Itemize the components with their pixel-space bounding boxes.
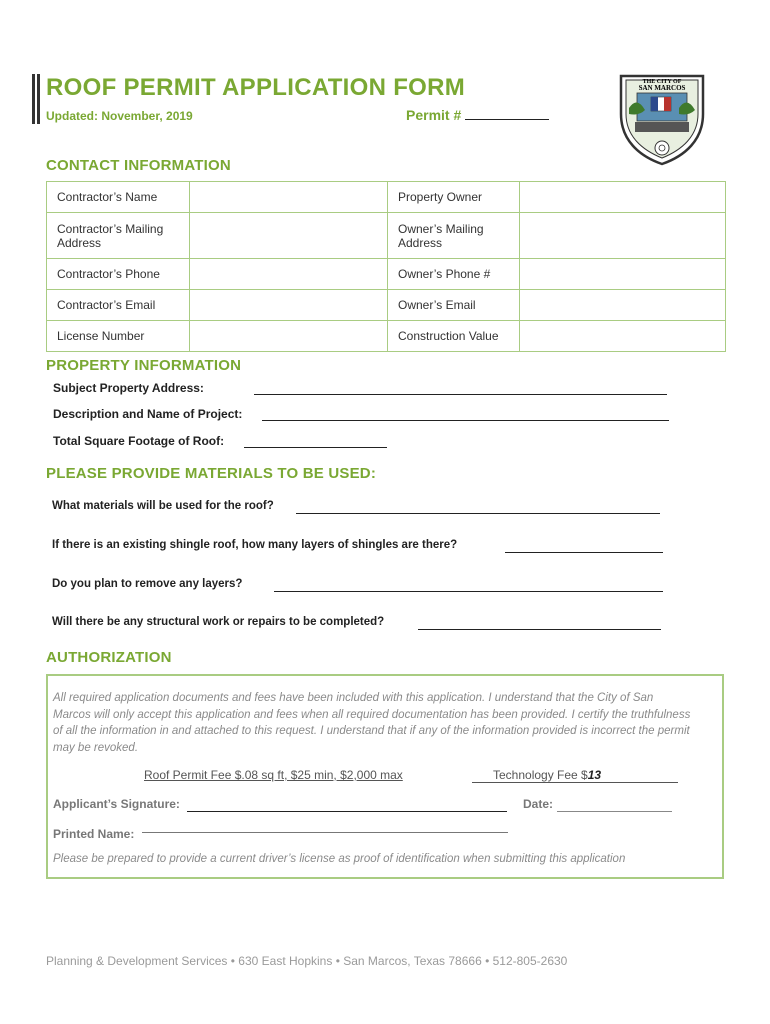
- contractor-mailing-address-label: Contractor’s Mailing Address: [47, 213, 190, 259]
- contractor-name-field[interactable]: [190, 182, 388, 213]
- roof-square-footage-field[interactable]: [244, 433, 387, 448]
- license-number-label: License Number: [47, 321, 190, 352]
- property-address-label: Subject Property Address:: [53, 381, 204, 395]
- materials-heading: PLEASE PROVIDE MATERIALS TO BE USED:: [46, 465, 377, 482]
- owner-phone-field[interactable]: [520, 259, 726, 290]
- structural-work-field[interactable]: [418, 615, 661, 630]
- owner-email-label: Owner’s Email: [388, 290, 520, 321]
- contractor-mailing-address-field[interactable]: [190, 213, 388, 259]
- seal-text-city: SAN MARCOS: [638, 84, 686, 92]
- authorization-statement: All required application documents and fees have been included with this application. I understand that the City of San Marcos will only accept this application and fees when all required documentation has been provided. I certify the truthfulness of all the information in and attached to this request. I understand that if any of the information provided is incorrect the permit may be revoked.: [53, 692, 691, 754]
- contact-heading: CONTACT INFORMATION: [46, 157, 231, 174]
- construction-value-label: Construction Value: [388, 321, 520, 352]
- owner-email-field[interactable]: [520, 290, 726, 321]
- date-field[interactable]: [557, 797, 672, 812]
- property-heading: PROPERTY INFORMATION: [46, 357, 242, 374]
- owner-phone-label: Owner’s Phone #: [388, 259, 520, 290]
- project-description-field[interactable]: [262, 406, 669, 421]
- project-description-label: Description and Name of Project:: [53, 407, 243, 421]
- identification-note: Please be prepared to provide a current driver’s license as proof of identification when submitting this application: [53, 853, 626, 865]
- signature-label: Applicant’s Signature:: [53, 797, 180, 811]
- shingle-layers-field[interactable]: [505, 538, 663, 553]
- contractor-phone-field[interactable]: [190, 259, 388, 290]
- owner-mailing-address-field[interactable]: [520, 213, 726, 259]
- technology-fee: [472, 768, 678, 783]
- page-title: ROOF PERMIT APPLICATION FORM: [46, 74, 466, 101]
- roof-materials-field[interactable]: [296, 499, 660, 514]
- signature-field[interactable]: [187, 797, 507, 812]
- authorization-heading: AUTHORIZATION: [46, 649, 172, 666]
- printed-name-field[interactable]: [142, 826, 508, 833]
- remove-layers-field[interactable]: [274, 577, 663, 592]
- technology-fee-value: 13: [587, 768, 602, 782]
- property-owner-label: Property Owner: [388, 182, 520, 213]
- table-row: [47, 290, 726, 321]
- title-accent-bars: [32, 74, 40, 124]
- updated-date: Updated: November, 2019: [46, 109, 193, 123]
- table-row: [47, 182, 726, 213]
- table-row: [47, 321, 726, 352]
- permit-number-field[interactable]: [406, 107, 549, 123]
- structural-work-label: Will there be any structural work or repairs to be completed?: [52, 616, 385, 628]
- contractor-email-field[interactable]: [190, 290, 388, 321]
- construction-value-field[interactable]: [520, 321, 726, 352]
- contractor-email-label: Contractor’s Email: [47, 290, 190, 321]
- owner-mailing-address-label: Owner’s Mailing Address: [388, 213, 520, 259]
- roof-square-footage-label: Total Square Footage of Roof:: [53, 434, 225, 448]
- table-row: [47, 213, 726, 259]
- table-row: [47, 259, 726, 290]
- seal-text-top: THE CITY OF: [642, 79, 682, 85]
- date-label: Date:: [523, 797, 554, 811]
- permit-number-line: [465, 107, 549, 120]
- shingle-layers-label: If there is an existing shingle roof, how many layers of shingles are there?: [52, 539, 458, 551]
- contractor-name-label: Contractor’s Name: [47, 182, 190, 213]
- roof-permit-fee: Roof Permit Fee $.08 sq ft, $25 min, $2,000 max: [144, 768, 403, 782]
- contractor-phone-label: Contractor’s Phone: [47, 259, 190, 290]
- permit-label: Permit #: [406, 107, 462, 123]
- technology-fee-label: Technology Fee $: [493, 768, 588, 782]
- roof-materials-label: What materials will be used for the roof?: [52, 500, 274, 512]
- footer-contact: Planning & Development Services • 630 East Hopkins • San Marcos, Texas 78666 • 512-805-2630: [46, 954, 568, 968]
- property-address-field[interactable]: [254, 380, 667, 395]
- contact-table: [46, 181, 726, 352]
- city-seal-logo: [615, 70, 709, 166]
- printed-name-label: Printed Name:: [53, 827, 135, 841]
- property-owner-field[interactable]: [520, 182, 726, 213]
- license-number-field[interactable]: [190, 321, 388, 352]
- remove-layers-label: Do you plan to remove any layers?: [52, 578, 243, 590]
